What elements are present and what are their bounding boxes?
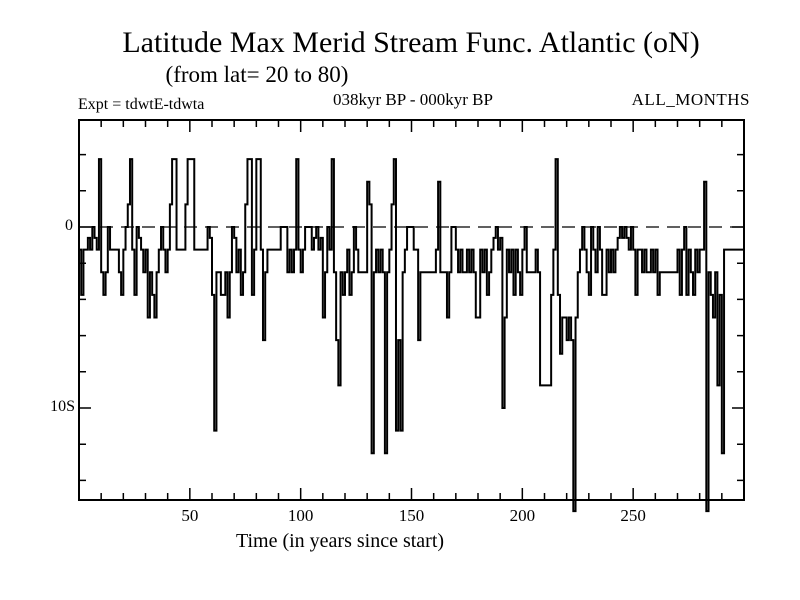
time-range-label: 038kyr BP - 000kyr BP (333, 90, 493, 109)
y-tick-label-zero: 0 (65, 217, 73, 234)
chart-title: Latitude Max Merid Stream Func. Atlantic (oN) (122, 26, 700, 59)
chart-subtitle: (from lat= 20 to 80) (165, 62, 349, 87)
y-tick-label-10s: 10S (50, 398, 75, 415)
months-label: ALL_MONTHS (631, 90, 750, 109)
x-tick-label: 50 (181, 506, 199, 525)
x-tick-label: 250 (620, 506, 646, 525)
data-line (79, 159, 744, 511)
axis-frame (79, 120, 744, 500)
x-axis-title: Time (in years since start) (235, 530, 445, 552)
x-tick-label: 200 (509, 506, 536, 525)
axis-ticks (79, 120, 744, 500)
experiment-label: Expt = tdwtE-tdwta (78, 96, 205, 113)
x-tick-label: 100 (287, 506, 314, 525)
x-tick-label: 150 (398, 506, 425, 525)
